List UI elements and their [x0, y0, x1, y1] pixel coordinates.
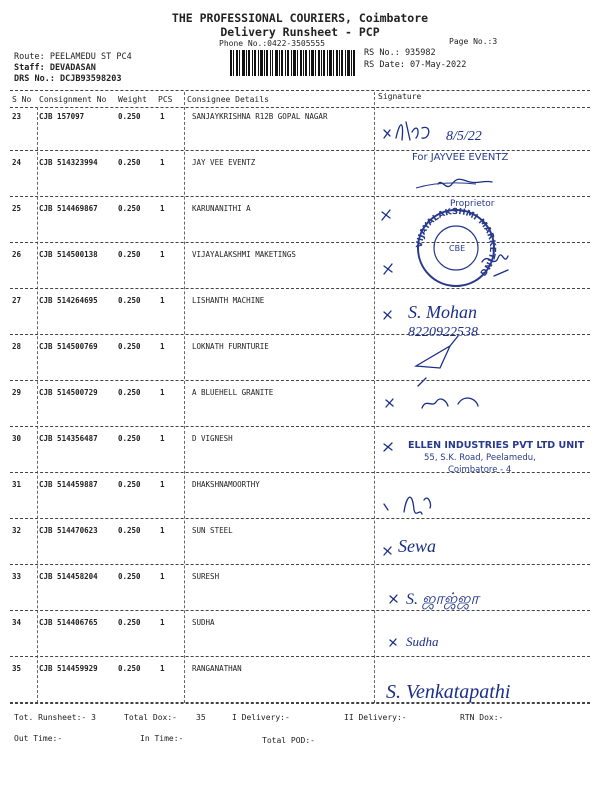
signature-layer [376, 108, 600, 703]
row34-name: Sudha [406, 634, 439, 649]
cell-pcs: 1 [160, 296, 165, 305]
total-dox-label: Total Dox:- [124, 713, 177, 722]
i-delivery: I Delivery:- [232, 713, 290, 722]
row34-cross [390, 639, 396, 646]
cell-pcs: 1 [160, 664, 165, 673]
row23-date: 8/5/22 [446, 129, 482, 144]
col-header-sno: S No [12, 95, 32, 104]
col-header-consignment: Consignment No [39, 95, 107, 104]
cell-consignee: SURESH [192, 572, 220, 581]
cell-consignment: CJB 514458204 [39, 572, 98, 581]
in-time: In Time:- [140, 734, 184, 743]
stamp-ellen [408, 440, 585, 475]
cell-consignee: SUDHA [192, 618, 215, 627]
cell-sno: 29 [12, 388, 22, 397]
cell-weight: 0.250 [118, 618, 141, 627]
cell-consignment: CJB 157097 [39, 112, 85, 121]
cell-consignee: SANJAYKRISHNA R12B GOPAL NAGAR [192, 112, 328, 121]
cell-consignment: CJB 514459929 [39, 664, 98, 673]
footer-top-rule [10, 703, 590, 704]
cell-consignment: CJB 514500729 [39, 388, 98, 397]
cell-sno: 31 [12, 480, 22, 489]
cell-sno: 35 [12, 664, 22, 673]
header-top-rule [10, 90, 590, 91]
col-header-pcs: PCS [158, 95, 173, 104]
cell-consignee: RANGANATHAN [192, 664, 242, 673]
rs-date: RS Date: 07-May-2022 [364, 60, 467, 70]
row27-cross [384, 311, 391, 319]
row31-signature [384, 497, 431, 514]
row29-signature [422, 398, 478, 408]
cell-consignment: CJB 514470623 [39, 526, 98, 535]
row35-name: S. Venkatapathi [386, 681, 511, 703]
document-title: THE PROFESSIONAL COURIERS, Coimbatore [171, 11, 429, 25]
svg-text:ELLEN INDUSTRIES PVT LTD UNIT: ELLEN INDUSTRIES PVT LTD UNIT [408, 440, 585, 451]
cell-weight: 0.250 [118, 158, 141, 167]
ii-delivery: II Delivery:- [344, 713, 407, 722]
total-pod: Total POD:- [262, 736, 315, 745]
cell-pcs: 1 [160, 158, 165, 167]
row27-phone: 8220922538 [408, 325, 478, 340]
cell-sno: 25 [12, 204, 22, 213]
col-header-signature: Signature [378, 92, 422, 101]
cell-pcs: 1 [160, 204, 165, 213]
cell-consignment: CJB 514469867 [39, 204, 98, 213]
route: Route: PEELAMEDU ST PC4 [14, 52, 132, 62]
cell-pcs: 1 [160, 112, 165, 121]
cell-pcs: 1 [160, 526, 165, 535]
cell-pcs: 1 [160, 388, 165, 397]
row23-signature [384, 122, 429, 140]
cell-pcs: 1 [160, 342, 165, 351]
cell-weight: 0.250 [118, 388, 141, 397]
barcode [230, 50, 355, 76]
cell-sno: 23 [12, 112, 22, 121]
staff: Staff: DEVADASAN [14, 63, 96, 73]
cell-weight: 0.250 [118, 112, 141, 121]
cell-sno: 26 [12, 250, 22, 259]
cell-consignee: LOKNATH FURNTURIE [192, 342, 269, 351]
cell-consignee: JAY VEE EVENTZ [192, 158, 256, 167]
cell-consignee: DHAKSHNAMOORTHY [192, 480, 260, 489]
row32-cross [384, 547, 391, 555]
cell-consignment: CJB 514356487 [39, 434, 98, 443]
cell-sno: 27 [12, 296, 22, 305]
cell-consignment: CJB 514406765 [39, 618, 98, 627]
page-number: Page No.:3 [449, 37, 498, 46]
cell-weight: 0.250 [118, 434, 141, 443]
row29-cross [386, 399, 393, 407]
rtn-dox: RTN Dox:- [460, 713, 504, 722]
document-subtitle: Delivery Runsheet - PCP [220, 25, 380, 39]
cell-consignee: A BLUEHELL GRANITE [192, 388, 274, 397]
total-dox-value: 35 [196, 713, 206, 722]
cell-consignment: CJB 514459887 [39, 480, 98, 489]
cell-consignment: CJB 514264695 [39, 296, 98, 305]
col-divider [374, 92, 375, 703]
cell-consignee: D VIGNESH [192, 434, 233, 443]
row30-cross [384, 443, 392, 451]
cell-weight: 0.250 [118, 664, 141, 673]
cell-weight: 0.250 [118, 572, 141, 581]
out-time: Out Time:- [14, 734, 63, 743]
cell-pcs: 1 [160, 480, 165, 489]
svg-text:VIJAYALAKSHMI MARKETING: VIJAYALAKSHMI MARKETING [414, 206, 498, 278]
cell-consignee: VIJAYALAKSHMI MAKETINGS [192, 250, 296, 259]
col-header-consignee: Consignee Details [187, 95, 269, 104]
cell-weight: 0.250 [118, 526, 141, 535]
cell-consignee: LISHANTH MACHINE [192, 296, 265, 305]
cell-weight: 0.250 [118, 296, 141, 305]
svg-text:CBE: CBE [449, 244, 466, 253]
cell-sno: 30 [12, 434, 22, 443]
cell-weight: 0.250 [118, 204, 141, 213]
row33-cross [390, 595, 397, 603]
cell-sno: 24 [12, 158, 22, 167]
row25-cross [382, 210, 390, 220]
rs-number: RS No.: 935982 [364, 48, 436, 58]
cell-pcs: 1 [160, 434, 165, 443]
row26-cross [384, 264, 392, 274]
col-divider [184, 92, 185, 703]
cell-pcs: 1 [160, 250, 165, 259]
tot-runsheet: Tot. Runsheet:- 3 [14, 713, 96, 722]
cell-consignment: CJB 514323994 [39, 158, 98, 167]
cell-sno: 33 [12, 572, 22, 581]
cell-pcs: 1 [160, 572, 165, 581]
cell-sno: 34 [12, 618, 22, 627]
row32-name: Sewa [398, 536, 436, 556]
row28-signature [416, 336, 458, 386]
stamp-proprietor: Proprietor [450, 199, 495, 209]
phone-number: Phone No.:0422-3505555 [219, 39, 325, 48]
cell-weight: 0.250 [118, 250, 141, 259]
row27-name: S. Mohan [408, 302, 477, 322]
drs-number: DRS No.: DCJB93598203 [14, 74, 122, 84]
cell-weight: 0.250 [118, 342, 141, 351]
svg-text:Coimbatore - 4: Coimbatore - 4 [448, 465, 512, 475]
stamp-jayvee: For JAYVEE EVENTZ [412, 152, 509, 163]
stamp-vijayalakshmi [415, 207, 497, 286]
cell-weight: 0.250 [118, 480, 141, 489]
cell-pcs: 1 [160, 618, 165, 627]
cell-sno: 28 [12, 342, 22, 351]
cell-sno: 32 [12, 526, 22, 535]
col-header-weight: Weight [118, 95, 147, 104]
cell-consignment: CJB 514500769 [39, 342, 98, 351]
cell-consignment: CJB 514500138 [39, 250, 98, 259]
svg-text:55, S.K. Road, Peelamedu,: 55, S.K. Road, Peelamedu, [424, 453, 536, 463]
cell-consignee: SUN STEEL [192, 526, 233, 535]
cell-consignee: KARUNANITHI A [192, 204, 251, 213]
row33-name: S. ஜாஜ்ஜா [406, 591, 479, 608]
